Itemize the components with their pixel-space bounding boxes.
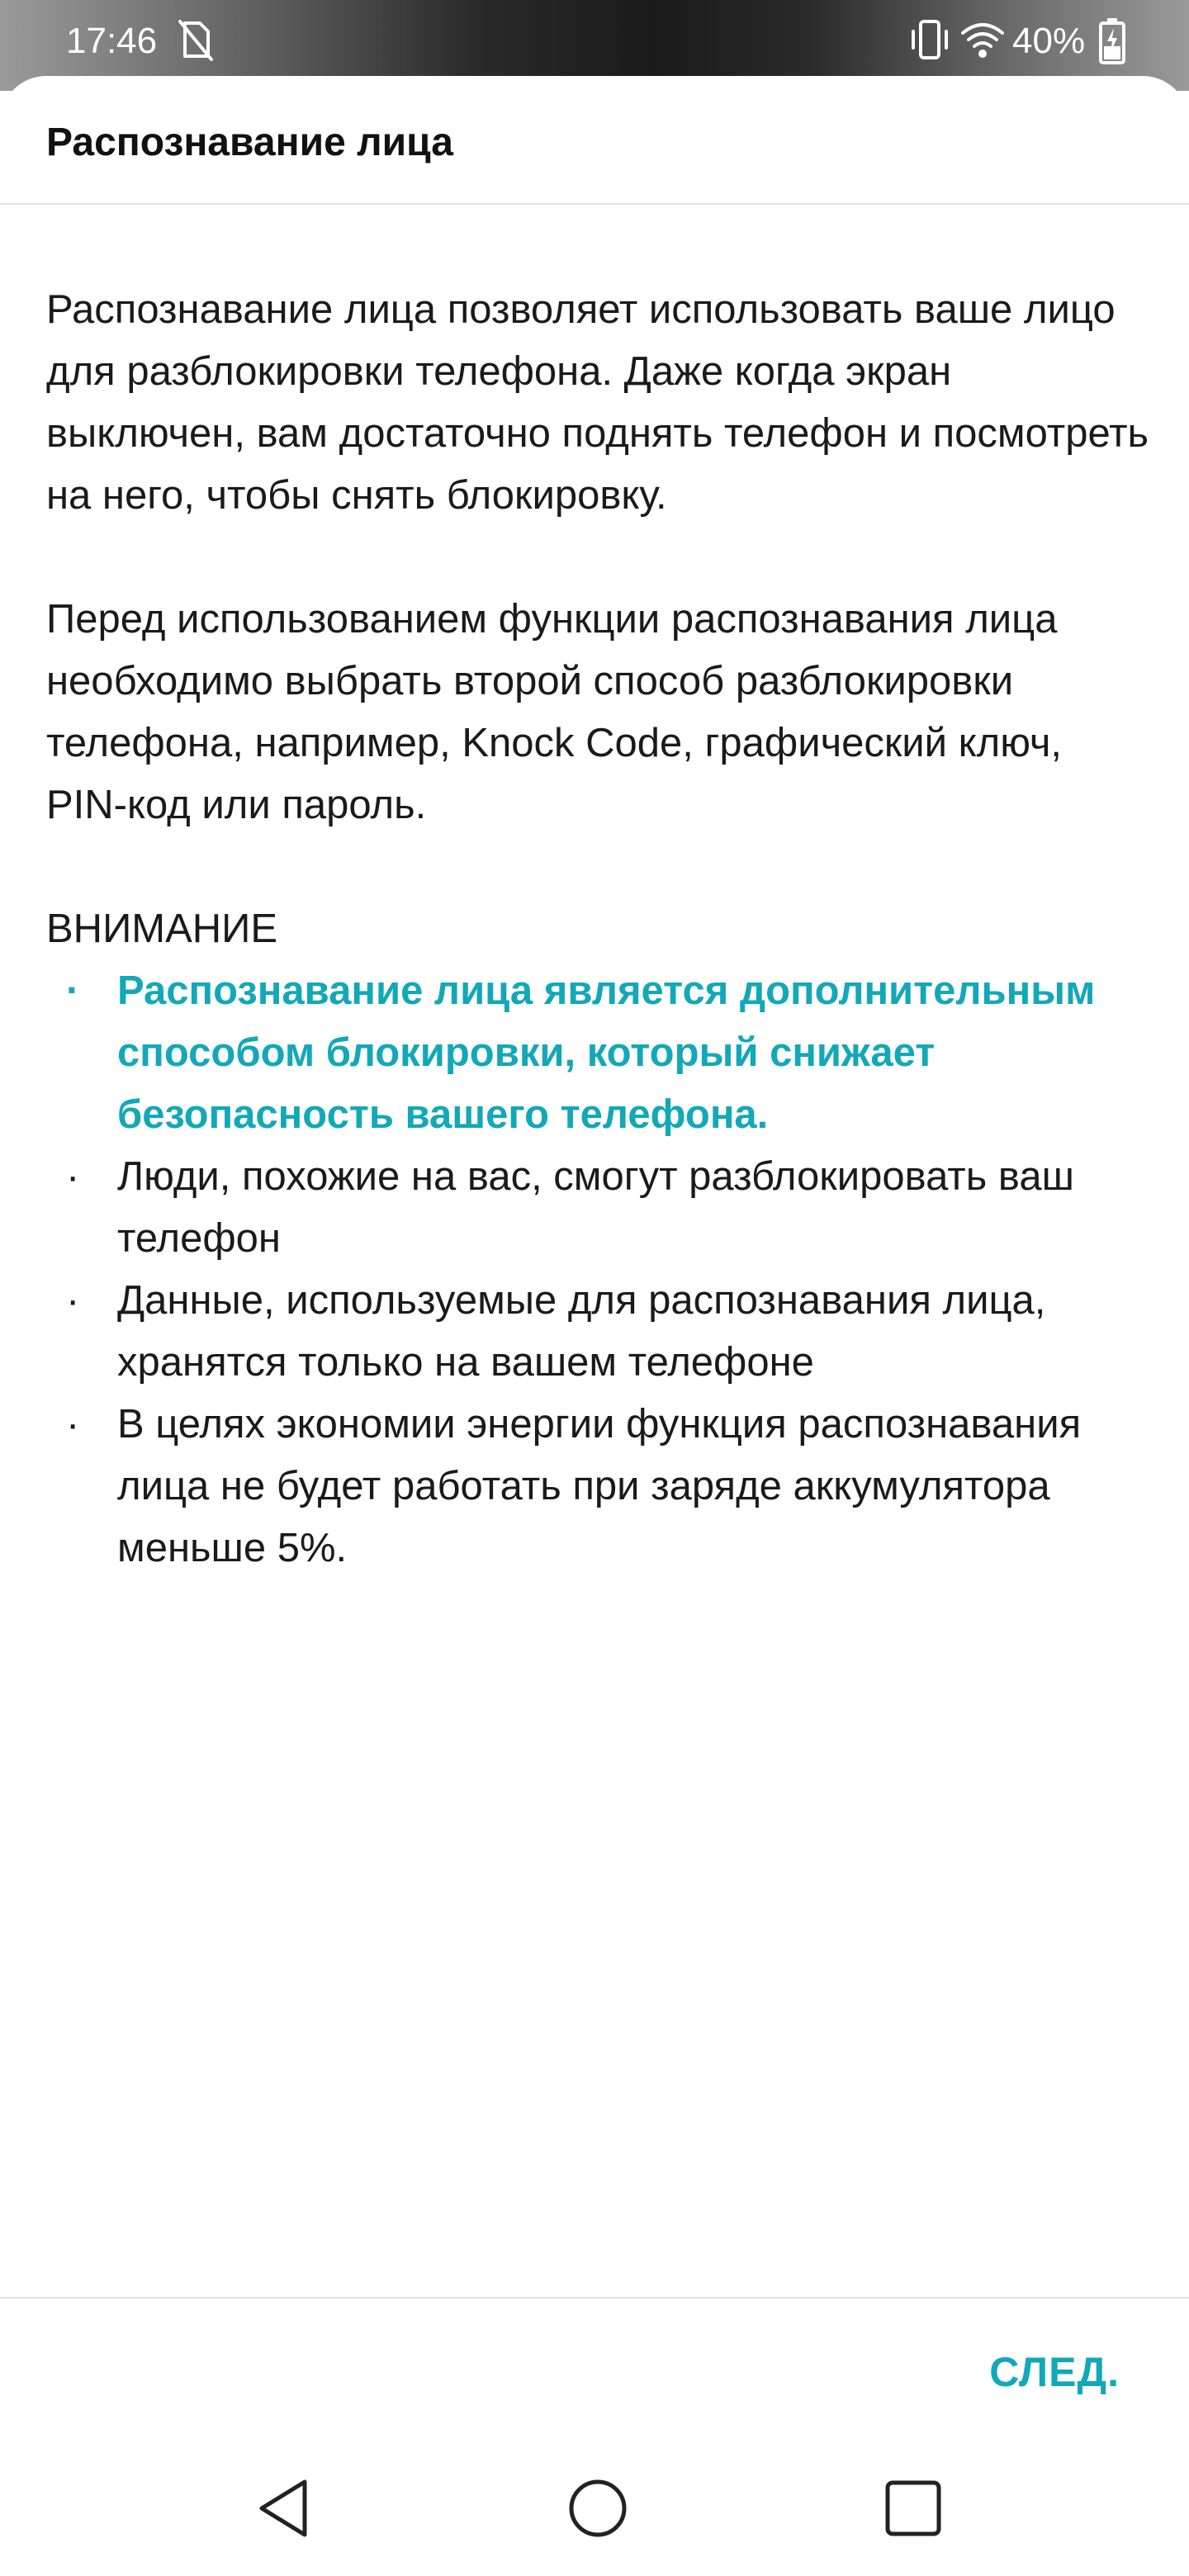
battery-percent: 40% [1012,21,1086,61]
footer-divider [0,2297,1189,2299]
warning-item-text: Данные, используемые для распознавания лица, хранятся только на вашем телефоне [117,1278,1046,1385]
back-button[interactable] [243,2469,325,2551]
no-sim-icon [175,17,215,67]
warning-list [46,960,1153,1579]
warning-item-text: Распознавание лица является дополнительным способом блокировки, который снижает безопасность вашего телефона. [117,968,1096,1137]
status-time: 17:46 [66,21,158,61]
description-content [46,279,1153,1579]
bullet-dot: · [66,968,80,1013]
warning-item-text: Люди, похожие на вас, смогут разблокировать ваш телефон [117,1154,1074,1261]
battery-charging-icon [1098,17,1126,70]
recents-button[interactable] [872,2469,955,2551]
bullet-dot: · [66,1402,80,1447]
warning-item [46,1270,1153,1394]
recents-square-icon [883,2479,943,2542]
back-triangle-icon [255,2477,313,2544]
warning-item-text: В целях экономии энергии функция распознавания лица не будет работать при заряде аккумулятора меньше 5%. [117,1402,1082,1570]
bullet-dot: · [66,1278,80,1323]
wifi-icon [959,17,1006,67]
home-circle-icon [566,2477,629,2544]
vibrate-icon [907,17,953,67]
warning-item [46,1394,1153,1579]
warning-item [46,1146,1153,1270]
page-title: Распознавание лица [46,121,453,164]
home-button[interactable] [557,2469,639,2551]
navigation-bar [0,2444,1189,2576]
header-divider [0,203,1189,205]
next-button[interactable]: СЛЕД. [989,2343,1120,2401]
bullet-dot: · [66,1154,80,1199]
warning-title: ВНИМАНИЕ [46,907,278,951]
intro-paragraph: Распознавание лица позволяет использовать ваше лицо для разблокировки телефона. Даже когда экран выключен, вам достаточно поднять телефон и посмотреть на него, чтобы снять блокировку. [46,287,1149,518]
warning-item [46,960,1153,1146]
requirement-paragraph: Перед использованием функции распознавания лица необходимо выбрать второй способ разблокировки телефона, например, Knock Code, графический ключ, PIN-код или пароль. [46,597,1063,827]
